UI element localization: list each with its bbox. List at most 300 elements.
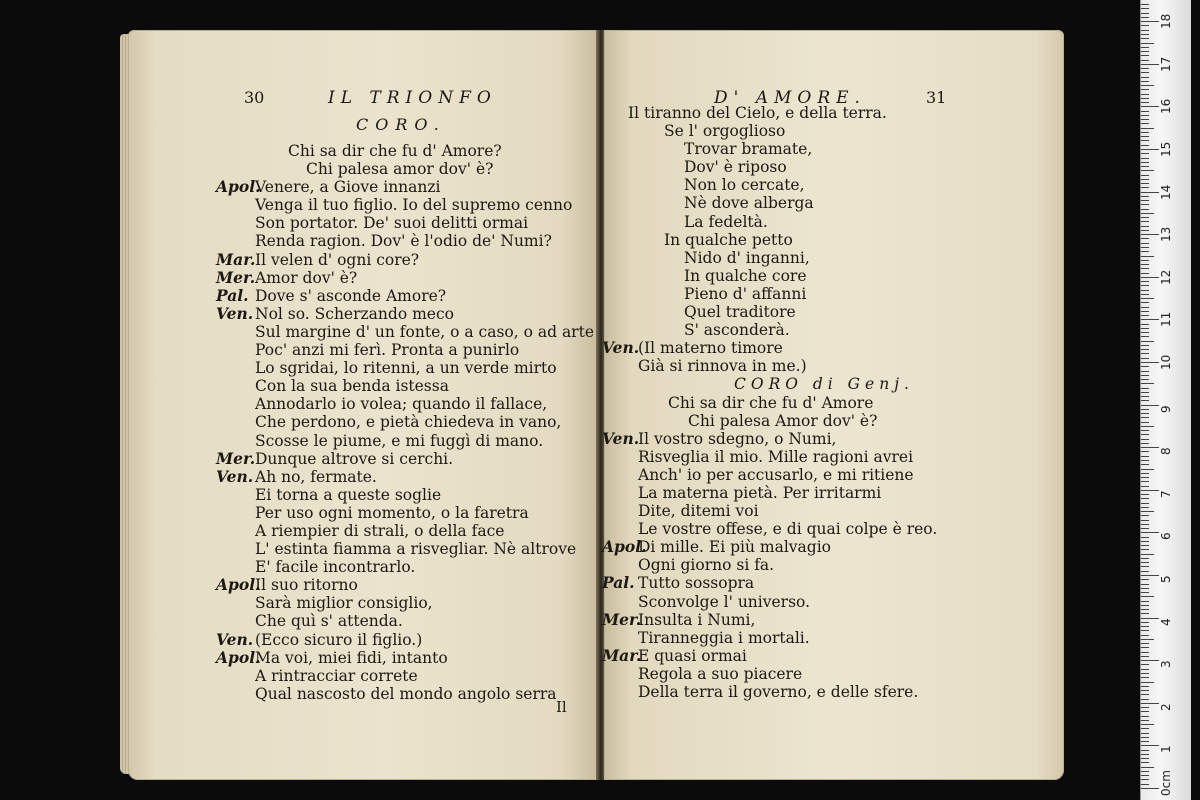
ruler-label: 1 [1159, 745, 1173, 754]
ruler-tick [1141, 558, 1149, 559]
ruler-tick [1141, 89, 1149, 90]
line-text: Ma voi, miei fidi, intanto [255, 648, 448, 667]
text-line [128, 214, 598, 232]
ruler-tick [1141, 4, 1149, 5]
text-line [128, 160, 598, 178]
ruler-tick [1141, 192, 1159, 193]
ruler-tick [1141, 55, 1149, 56]
ruler-tick [1141, 464, 1149, 465]
text-line [128, 558, 598, 576]
ruler-tick [1141, 699, 1149, 700]
text-line [128, 377, 598, 395]
ruler-tick [1141, 775, 1149, 776]
text-line [604, 647, 1064, 665]
text-line [604, 285, 1064, 303]
ruler-tick [1141, 234, 1159, 235]
ruler-tick [1141, 247, 1149, 248]
scale-ruler [1140, 0, 1191, 800]
line-text: Chi sa dir che fu d' Amore? [288, 142, 502, 160]
ruler-tick [1141, 771, 1149, 772]
ruler-tick [1141, 745, 1159, 746]
text-line [128, 468, 598, 486]
ruler-tick [1141, 290, 1149, 291]
ruler-tick [1141, 132, 1149, 133]
line-text: Non lo cercate, [684, 176, 805, 195]
ruler-tick [1141, 515, 1149, 516]
ruler-tick [1141, 353, 1149, 354]
speaker-label: Ven. [602, 338, 640, 358]
ruler-tick [1141, 451, 1149, 452]
ruler-tick [1141, 341, 1154, 342]
text-line [128, 305, 598, 323]
ruler-tick [1141, 94, 1149, 95]
ruler-tick [1141, 81, 1149, 82]
ruler-tick [1141, 707, 1149, 708]
ruler-tick [1141, 153, 1149, 154]
ruler-tick [1141, 711, 1149, 712]
ruler-tick [1141, 251, 1149, 252]
ruler-tick [1141, 294, 1149, 295]
ruler-tick [1141, 371, 1149, 372]
ruler-tick [1141, 541, 1149, 542]
text-line [604, 683, 1064, 701]
ruler-tick [1141, 209, 1149, 210]
text-line [604, 267, 1064, 285]
ruler-tick [1141, 111, 1149, 112]
ruler-tick [1141, 439, 1149, 440]
ruler-tick [1141, 549, 1149, 550]
text-line [604, 140, 1064, 158]
line-text: CORO di Genj. [734, 375, 914, 394]
line-text: Tutto sossopra [638, 574, 755, 593]
ruler-tick [1141, 762, 1149, 763]
line-text: Risveglia il mio. Mille ragioni avrei [638, 447, 914, 466]
text-line [604, 412, 1064, 430]
text-line [604, 574, 1064, 592]
ruler-tick [1141, 72, 1149, 73]
line-text: E' facile incontrarlo. [255, 558, 416, 577]
ruler-tick [1141, 554, 1154, 555]
ruler-tick [1141, 123, 1149, 124]
ruler-tick [1141, 579, 1149, 580]
ruler-tick [1141, 682, 1154, 683]
ruler-tick [1141, 677, 1149, 678]
ruler-tick [1141, 140, 1149, 141]
ruler-tick [1141, 588, 1149, 589]
line-text: La fedeltà. [684, 212, 768, 231]
ruler-tick [1141, 226, 1149, 227]
text-line [128, 612, 598, 630]
line-text: Della terra il governo, e delle sfere. [638, 683, 919, 701]
ruler-tick [1141, 694, 1149, 695]
ruler-tick [1141, 575, 1159, 576]
ruler-tick [1141, 311, 1149, 312]
line-text: La materna pietà. Per irritarmi [638, 483, 882, 502]
line-text: Già si rinnova in me.) [638, 357, 807, 376]
text-line [128, 196, 598, 214]
text-line [128, 359, 598, 377]
text-line [604, 484, 1064, 502]
ruler-tick [1141, 630, 1149, 631]
ruler-tick [1141, 426, 1154, 427]
ruler-tick [1141, 136, 1149, 137]
ruler-tick [1141, 639, 1154, 640]
line-text: Il vostro sdegno, o Numi, [638, 429, 837, 448]
text-line [604, 520, 1064, 538]
text-line [604, 430, 1064, 448]
ruler-tick [1141, 119, 1149, 120]
speaker-label: Ven. [216, 629, 254, 649]
ruler-tick [1141, 30, 1149, 31]
ruler-tick [1141, 362, 1159, 363]
line-text: Tiranneggia i mortali. [638, 628, 810, 647]
ruler-tick [1141, 260, 1149, 261]
ruler-tick [1141, 273, 1149, 274]
line-text: A riempier di strali, o della face [255, 521, 505, 540]
ruler-tick [1141, 336, 1149, 337]
text-line [128, 594, 598, 612]
ruler-tick [1141, 34, 1149, 35]
ruler-tick [1141, 213, 1154, 214]
ruler-tick [1141, 400, 1149, 401]
text-line [128, 251, 598, 269]
ruler-tick [1141, 562, 1149, 563]
ruler-tick [1141, 447, 1159, 448]
ruler-tick [1141, 183, 1149, 184]
line-text: Chi palesa Amor dov' è? [688, 411, 878, 430]
ruler-label: 2 [1159, 703, 1173, 711]
ruler-tick [1141, 64, 1159, 65]
ruler-tick [1141, 601, 1149, 602]
ruler-tick [1141, 281, 1149, 282]
ruler-tick [1141, 43, 1154, 44]
ruler-tick [1141, 767, 1154, 768]
ruler-tick [1141, 656, 1149, 657]
running-head: D' AMORE. [714, 88, 866, 108]
ruler-tick [1141, 652, 1149, 653]
line-text: Il tiranno del Cielo, e della terra. [628, 104, 887, 122]
ruler-tick [1141, 268, 1149, 269]
text-line [128, 142, 598, 160]
ruler-tick [1141, 511, 1154, 512]
line-text: Renda ragion. Dov' è l'odio de' Numi? [255, 232, 552, 251]
line-text: Pieno d' affanni [684, 284, 807, 303]
ruler-tick [1141, 605, 1149, 606]
ruler-tick [1141, 396, 1149, 397]
line-text: E quasi ormai [638, 646, 747, 665]
ruler-tick [1141, 324, 1149, 325]
page-number: 30 [244, 88, 265, 107]
ruler-tick [1141, 349, 1149, 350]
ruler-tick [1141, 319, 1159, 320]
ruler-tick [1141, 366, 1149, 367]
ruler-tick [1141, 166, 1149, 167]
ruler-tick [1141, 622, 1149, 623]
ruler-tick [1141, 145, 1149, 146]
ruler-tick [1141, 728, 1149, 729]
ruler-tick [1141, 128, 1154, 129]
ruler-tick [1141, 716, 1149, 717]
text-line [128, 667, 598, 685]
text-line [604, 593, 1064, 611]
ruler-tick [1141, 221, 1149, 222]
ruler-tick [1141, 409, 1149, 410]
ruler-tick [1141, 532, 1159, 533]
line-text: Il suo ritorno [255, 576, 358, 595]
ruler-tick [1141, 85, 1154, 86]
ruler-tick [1141, 77, 1149, 78]
text-block [604, 104, 1064, 701]
ruler-tick [1141, 298, 1154, 299]
ruler-tick [1141, 38, 1149, 39]
ruler-tick [1141, 520, 1149, 521]
ruler-tick [1141, 8, 1149, 9]
ruler-tick [1141, 388, 1149, 389]
text-line [128, 323, 598, 341]
line-text: Amor dov' è? [255, 268, 358, 287]
text-line [604, 466, 1064, 484]
ruler-label: 16 [1159, 99, 1173, 115]
ruler-tick [1141, 528, 1149, 529]
ruler-tick [1141, 784, 1149, 785]
ruler-label: 15 [1159, 141, 1173, 157]
speaker-label: Ven. [602, 428, 640, 448]
text-line [604, 213, 1064, 231]
ruler-tick [1141, 469, 1154, 470]
line-text: Scosse le piume, e mi fuggì di mano. [255, 431, 544, 450]
line-text: Qual nascosto del mondo angolo serra [255, 684, 557, 703]
ruler-label: 0cm [1159, 770, 1173, 796]
line-text: Ei torna a queste soglie [255, 485, 442, 504]
text-line [604, 665, 1064, 683]
speaker-label: Pal. [602, 573, 635, 593]
ruler-label: 3 [1159, 660, 1173, 669]
ruler-tick [1141, 187, 1149, 188]
ruler-label: 14 [1159, 184, 1173, 200]
ruler-tick [1141, 196, 1149, 197]
text-line [604, 629, 1064, 647]
ruler-tick [1141, 618, 1159, 619]
line-text: Nido d' inganni, [684, 248, 810, 267]
ruler-tick [1141, 162, 1149, 163]
ruler-tick [1141, 277, 1159, 278]
ruler-tick [1141, 25, 1149, 26]
ruler-tick [1141, 332, 1149, 333]
text-line [604, 194, 1064, 212]
line-text: Venga il tuo figlio. Io del supremo cenno [255, 196, 573, 215]
ruler-tick [1141, 724, 1154, 725]
ruler-label: 4 [1159, 617, 1173, 626]
ruler-tick [1141, 302, 1149, 303]
ruler-tick [1141, 358, 1149, 359]
ruler-tick [1141, 17, 1149, 18]
ruler-tick [1141, 158, 1149, 159]
ruler-tick [1141, 13, 1149, 14]
text-line [128, 287, 598, 305]
speaker-label: Mer. [216, 448, 256, 468]
ruler-tick [1141, 754, 1149, 755]
ruler-tick [1141, 498, 1149, 499]
line-text: (Il materno timore [638, 339, 783, 358]
text-line [604, 249, 1064, 267]
ruler-tick [1141, 703, 1159, 704]
line-text: L' estinta fiamma a risvegliar. Nè altrove [255, 540, 577, 559]
ruler-tick [1141, 720, 1149, 721]
text-line [128, 395, 598, 413]
ruler-tick [1141, 733, 1149, 734]
ruler-label: 18 [1159, 13, 1173, 30]
ruler-tick [1141, 673, 1149, 674]
ruler-tick [1141, 149, 1159, 150]
ruler-label: 6 [1159, 532, 1173, 541]
text-line [128, 576, 598, 594]
ruler-tick [1141, 686, 1149, 687]
line-text: In qualche petto [664, 230, 793, 249]
ruler-tick [1141, 669, 1149, 670]
ruler-tick [1141, 264, 1149, 265]
ruler-tick [1141, 460, 1149, 461]
speaker-label: Apol. [216, 647, 261, 667]
line-text: Venere, a Giove innanzi [255, 178, 441, 197]
text-line [604, 231, 1064, 249]
ruler-tick [1141, 481, 1149, 482]
ruler-tick [1141, 596, 1154, 597]
line-text: Di mille. Ei più malvagio [638, 538, 832, 557]
ruler-tick [1141, 230, 1149, 231]
speaker-label: Apol. [602, 537, 647, 557]
ruler-tick [1141, 98, 1149, 99]
line-text: Dite, ditemi voi [638, 502, 759, 521]
left-page [128, 30, 598, 780]
text-line [128, 269, 598, 287]
ruler-tick [1141, 456, 1149, 457]
ruler-tick [1141, 490, 1159, 491]
ruler-tick [1141, 170, 1154, 171]
line-text: Sconvolge l' universo. [638, 592, 811, 611]
line-text: Che perdono, e pietà chiedeva in vano, [255, 413, 562, 432]
ruler-tick [1141, 779, 1149, 780]
text-line [128, 540, 598, 558]
text-line [604, 448, 1064, 466]
line-text: Ogni giorno si fa. [638, 556, 775, 575]
text-line [604, 303, 1064, 321]
ruler-tick [1141, 256, 1154, 257]
ruler-tick [1141, 758, 1149, 759]
ruler-tick [1141, 417, 1149, 418]
ruler-label: 12 [1159, 269, 1173, 285]
ruler-tick [1141, 102, 1149, 103]
ruler-tick [1141, 486, 1149, 487]
right-page [604, 30, 1064, 780]
ruler-tick [1141, 507, 1149, 508]
ruler-tick [1141, 383, 1154, 384]
line-text: Regola a suo piacere [638, 664, 803, 683]
catchword: Il [556, 698, 567, 716]
speaker-label: Ven. [216, 303, 254, 323]
open-book [128, 20, 1064, 780]
ruler-tick [1141, 788, 1159, 789]
ruler-tick [1141, 47, 1149, 48]
ruler-tick [1141, 643, 1149, 644]
text-line [128, 504, 598, 522]
text-line [604, 375, 1064, 393]
ruler-tick [1141, 413, 1149, 414]
speaker-label: Apol. [216, 575, 261, 595]
ruler-label: 9 [1159, 404, 1173, 413]
text-line [604, 502, 1064, 520]
text-line [128, 450, 598, 468]
ruler-tick [1141, 315, 1149, 316]
text-line [128, 522, 598, 540]
text-line [604, 538, 1064, 556]
ruler-tick [1141, 175, 1149, 176]
text-line [604, 158, 1064, 176]
line-text: Chi sa dir che fu d' Amore [668, 393, 874, 412]
ruler-tick [1141, 592, 1149, 593]
text-line [604, 104, 1064, 122]
ruler-tick [1141, 379, 1149, 380]
ruler-tick [1141, 477, 1149, 478]
line-text: Se l' orgoglioso [664, 122, 786, 141]
line-text: Con la sua benda istessa [255, 377, 449, 396]
text-line [128, 178, 598, 196]
ruler-tick [1141, 243, 1149, 244]
speaker-label: Apol. [216, 177, 261, 197]
ruler-tick [1141, 647, 1149, 648]
ruler-tick [1141, 345, 1149, 346]
ruler-tick [1141, 238, 1149, 239]
ruler-tick [1141, 200, 1149, 201]
ruler-tick [1141, 375, 1149, 376]
line-text: Nol so. Scherzando meco [255, 304, 454, 323]
text-line [604, 556, 1064, 574]
ruler-tick [1141, 750, 1149, 751]
line-text: Ah no, fermate. [255, 467, 377, 486]
ruler-tick [1141, 405, 1159, 406]
ruler-tick [1141, 660, 1159, 661]
ruler-label: 17 [1159, 56, 1173, 72]
line-text: Poc' anzi mi ferì. Pronta a punirlo [255, 341, 520, 360]
speaker-label: Ven. [216, 466, 254, 486]
speaker-label: Mer. [602, 609, 642, 629]
ruler-tick [1141, 106, 1159, 107]
ruler-tick [1141, 217, 1149, 218]
text-line [128, 685, 598, 703]
text-block [128, 142, 598, 703]
line-text: In qualche core [684, 266, 807, 285]
line-text: Insulta i Numi, [638, 610, 756, 629]
section-heading: CORO. [356, 115, 446, 134]
line-text: Nè dove alberga [684, 194, 814, 213]
ruler-tick [1141, 613, 1149, 614]
ruler-tick [1141, 204, 1149, 205]
ruler-tick [1141, 307, 1149, 308]
page-number: 31 [926, 88, 947, 107]
ruler-tick [1141, 51, 1149, 52]
ruler-tick [1141, 392, 1149, 393]
ruler-tick [1141, 68, 1149, 69]
line-text: Lo sgridai, lo ritenni, a un verde mirto [255, 359, 557, 378]
ruler-tick [1141, 626, 1149, 627]
text-line [604, 611, 1064, 629]
ruler-tick [1141, 115, 1149, 116]
text-line [128, 649, 598, 667]
line-text: Annodarlo io volea; quando il fallace, [255, 395, 548, 414]
line-text: Che quì s' attenda. [255, 612, 403, 631]
text-line [604, 321, 1064, 339]
text-line [604, 122, 1064, 140]
text-line [604, 339, 1064, 357]
